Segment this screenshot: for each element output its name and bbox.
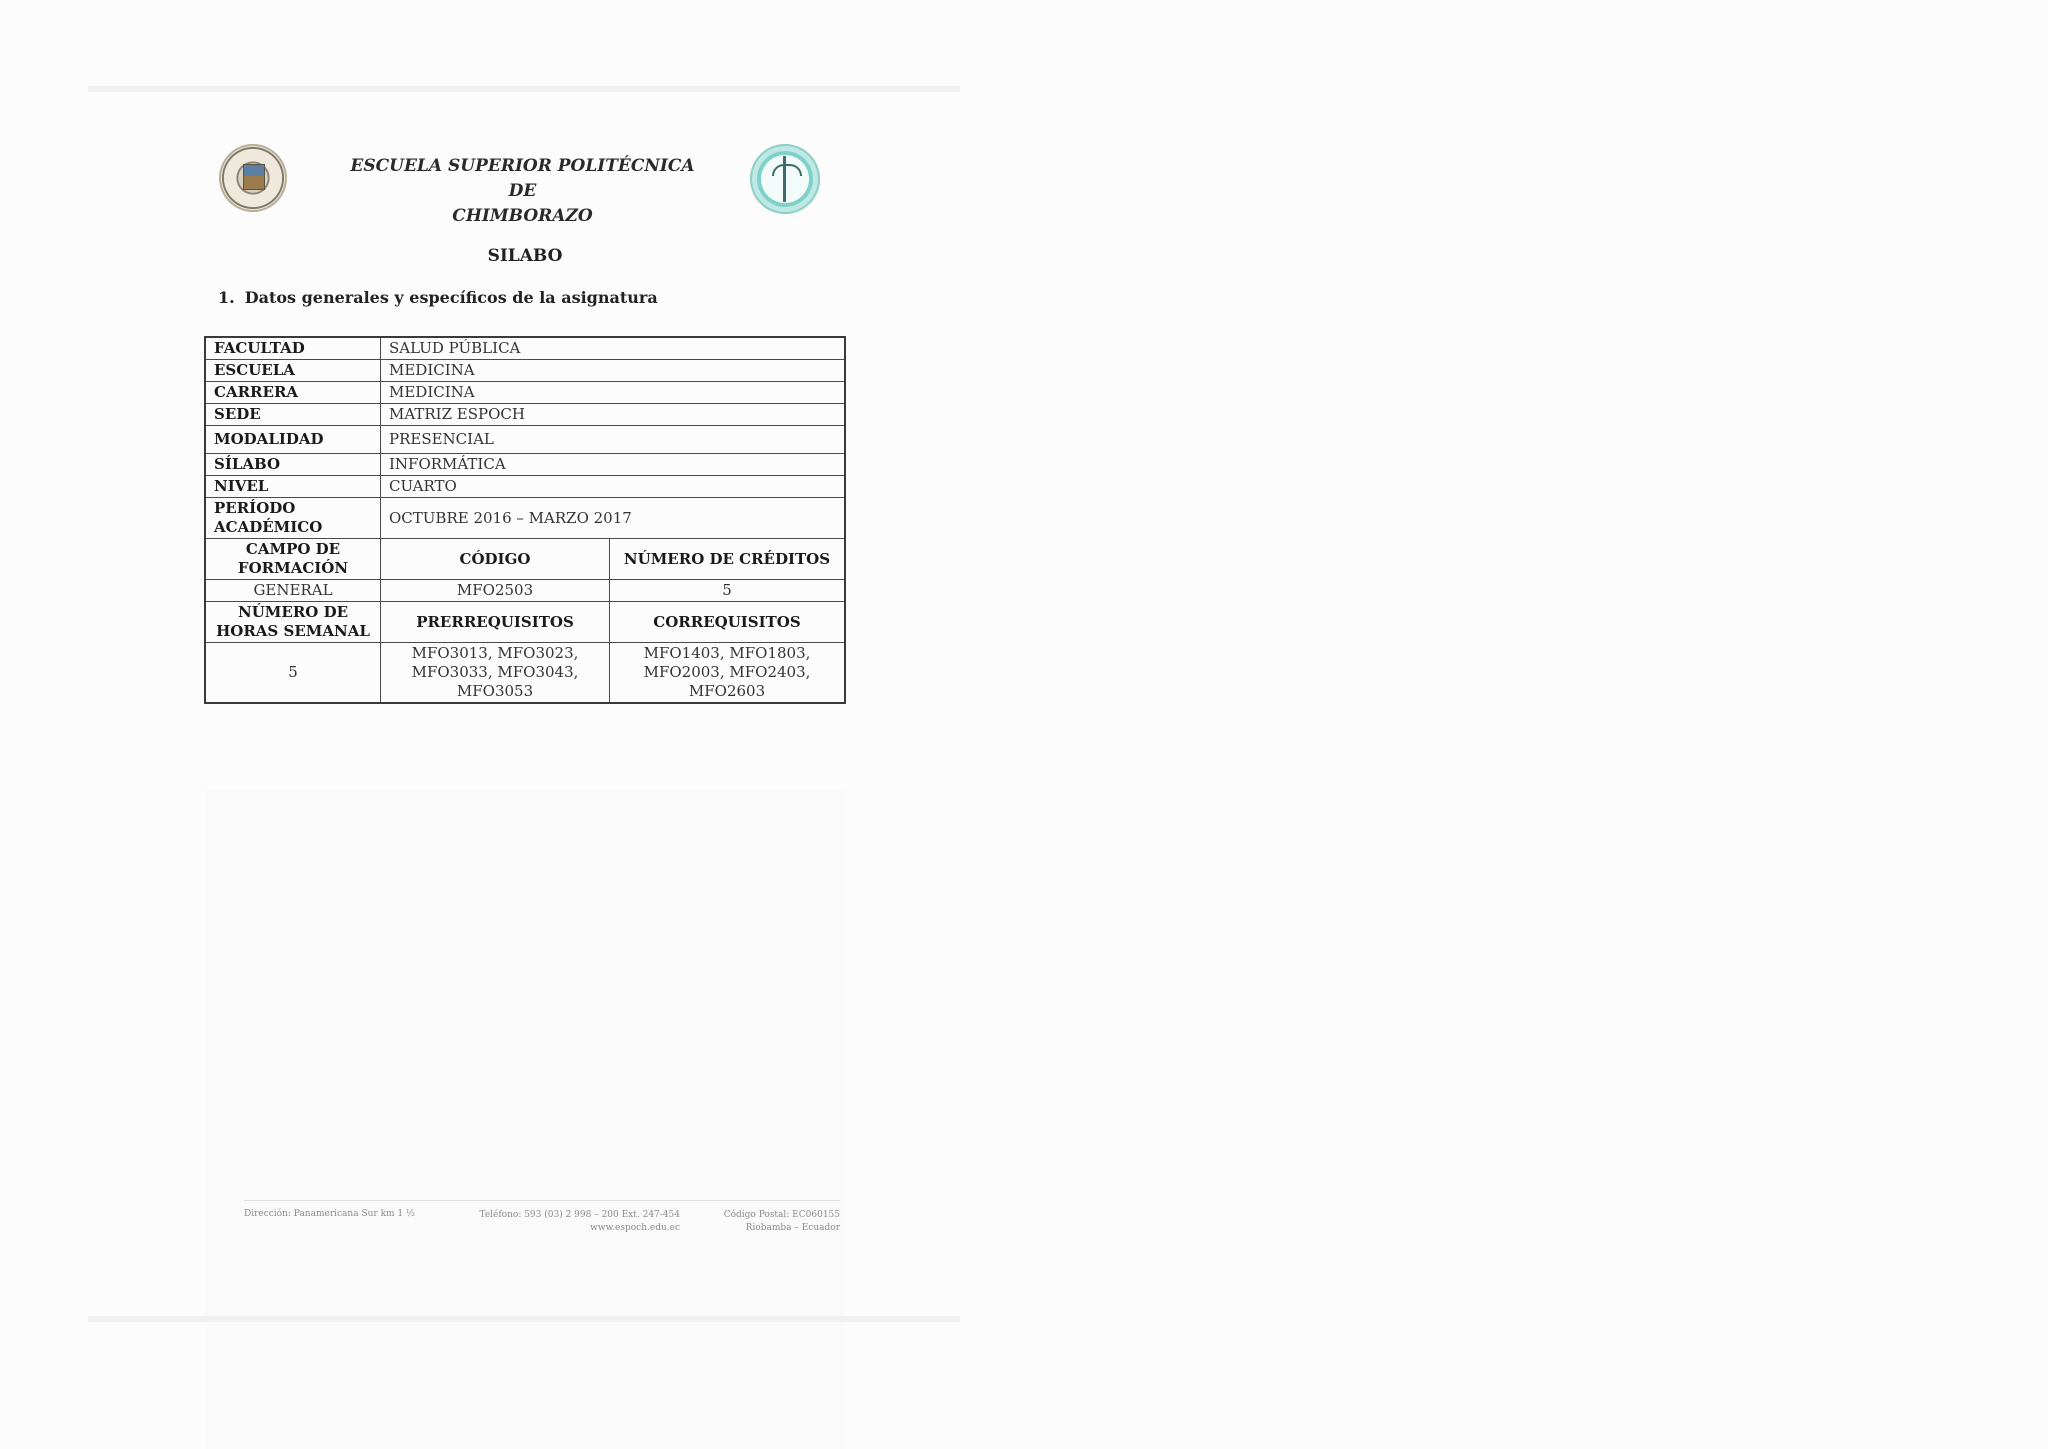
section-title: Datos generales y específicos de la asignatura	[244, 288, 658, 307]
general-data-table	[204, 336, 846, 704]
footer-postal-code: Código Postal: EC060155	[723, 1210, 840, 1220]
footer-postal	[724, 1209, 840, 1235]
row-value-facultad: SALUD PÚBLICA	[381, 337, 846, 360]
value-creditos: 5	[610, 580, 846, 602]
header-horas-semanal: NÚMERO DE HORAS SEMANAL	[205, 602, 381, 643]
footer-web-link[interactable]: www.espoch.edu.ec	[590, 1223, 680, 1233]
medicine-caduceus-icon	[750, 144, 820, 214]
value-codigo: MFO2503	[381, 580, 610, 602]
table-row	[205, 382, 845, 404]
row-label-periodo: PERÍODO ACADÉMICO	[205, 498, 381, 539]
row-label-modalidad: MODALIDAD	[205, 426, 381, 454]
row-label-escuela: ESCUELA	[205, 360, 381, 382]
row-label-carrera: CARRERA	[205, 382, 381, 404]
espoch-seal-icon	[219, 144, 287, 212]
value-prerrequisitos: MFO3013, MFO3023, MFO3033, MFO3043, MFO3053	[381, 643, 610, 704]
header-creditos: NÚMERO DE CRÉDITOS	[610, 539, 846, 580]
institution-line-2: CHIMBORAZO	[452, 206, 593, 226]
table-row	[205, 498, 845, 539]
footer-address: Dirección: Panamericana Sur km 1 ½	[244, 1209, 415, 1219]
value-campo-formacion: GENERAL	[205, 580, 381, 602]
header-prerrequisitos: PRERREQUISITOS	[381, 602, 610, 643]
institution-name	[340, 154, 705, 229]
row-value-escuela: MEDICINA	[381, 360, 846, 382]
page-footer	[244, 1200, 840, 1233]
table-row	[205, 337, 845, 360]
row-value-silabo: INFORMÁTICA	[381, 454, 846, 476]
row-label-nivel: NIVEL	[205, 476, 381, 498]
row-label-silabo: SÍLABO	[205, 454, 381, 476]
institution-line-1: ESCUELA SUPERIOR POLITÉCNICA DE	[350, 156, 695, 201]
table-row	[205, 476, 845, 498]
table-row	[205, 426, 845, 454]
row-value-modalidad: PRESENCIAL	[381, 426, 846, 454]
table-row	[205, 580, 845, 602]
row-value-periodo: OCTUBRE 2016 – MARZO 2017	[381, 498, 846, 539]
value-horas-semanal: 5	[205, 643, 381, 704]
footer-contact	[454, 1209, 680, 1235]
table-row	[205, 360, 845, 382]
table-row	[205, 539, 845, 580]
header-codigo: CÓDIGO	[381, 539, 610, 580]
row-value-nivel: CUARTO	[381, 476, 846, 498]
row-value-sede: MATRIZ ESPOCH	[381, 404, 846, 426]
table-row	[205, 454, 845, 476]
header-correquisitos: CORREQUISITOS	[610, 602, 846, 643]
section-number: 1.	[218, 288, 235, 307]
value-correquisitos: MFO1403, MFO1803, MFO2003, MFO2403, MFO2603	[610, 643, 846, 704]
footer-phone: Teléfono: 593 (03) 2 998 – 200 Ext. 247-454	[479, 1210, 680, 1220]
footer-city: Riobamba – Ecuador	[745, 1223, 840, 1233]
document-title: SILABO	[487, 246, 563, 266]
row-value-carrera: MEDICINA	[381, 382, 846, 404]
table-row	[205, 643, 845, 704]
row-label-facultad: FACULTAD	[205, 337, 381, 360]
table-row	[205, 404, 845, 426]
header-campo-formacion: CAMPO DE FORMACIÓN	[205, 539, 381, 580]
row-label-sede: SEDE	[205, 404, 381, 426]
section-heading	[218, 288, 668, 307]
table-row	[205, 602, 845, 643]
